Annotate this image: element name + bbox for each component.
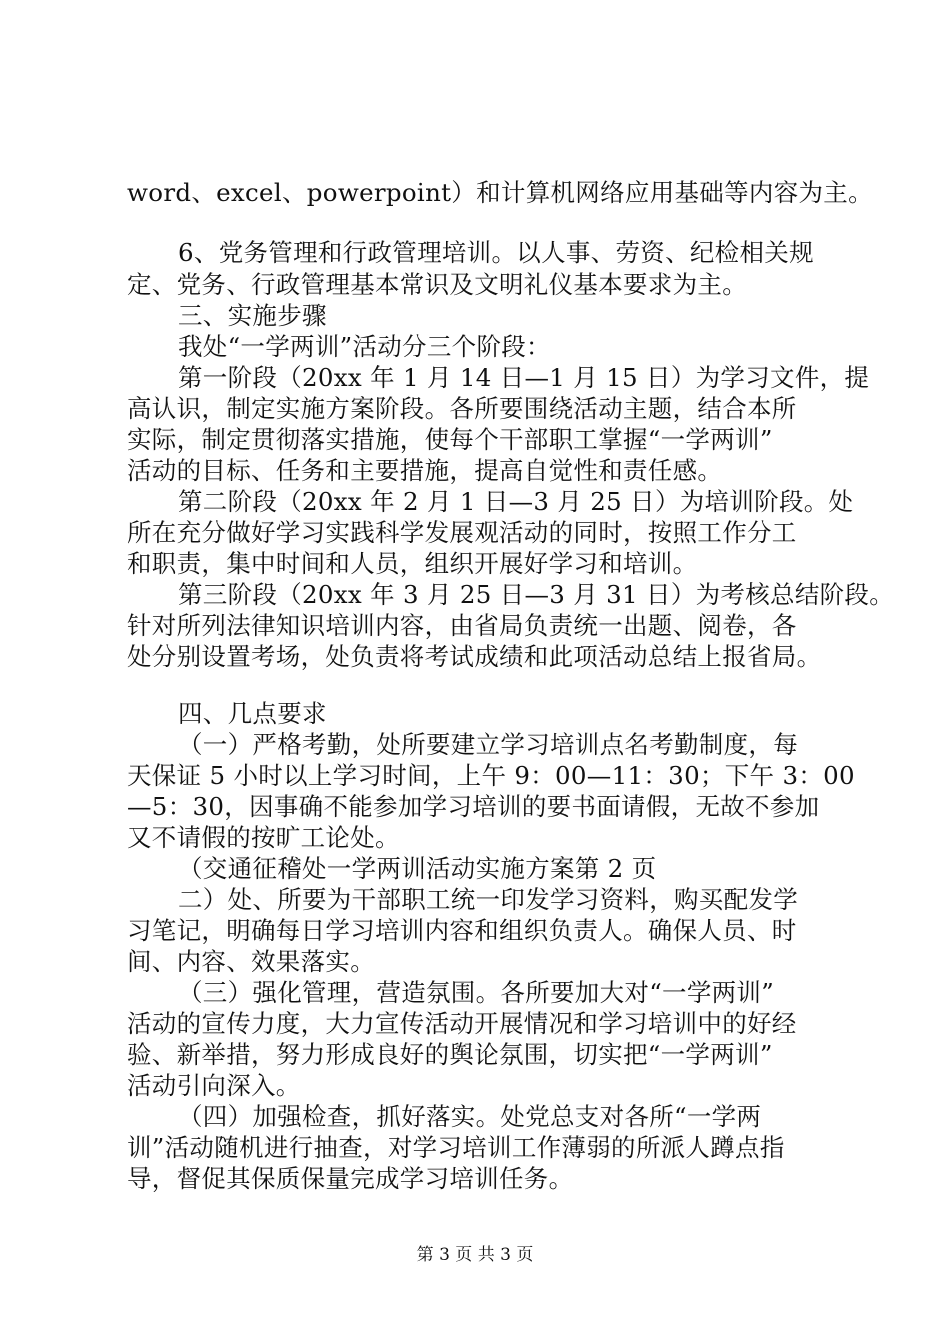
- text-line: 高认识，制定实施方案阶段。各所要围绕活动主题，结合本所: [127, 394, 797, 423]
- text-line: 活动的目标、任务和主要措施，提高自觉性和责任感。: [127, 456, 723, 485]
- text-line: 间、内容、效果落实。: [127, 947, 375, 976]
- text-line: 验、新举措，努力形成良好的舆论氛围，切实把“一学两训”: [127, 1040, 773, 1069]
- text-line: 针对所列法律知识培训内容，由省局负责统一出题、阅卷，各: [127, 611, 797, 640]
- text-line: 定、党务、行政管理基本常识及文明礼仪基本要求为主。: [127, 270, 747, 299]
- text-line: （三）强化管理，营造氛围。各所要加大对“一学两训”: [178, 978, 775, 1007]
- text-line: （交通征稽处一学两训活动实施方案第 2 页: [178, 854, 657, 883]
- text-line: —5：30，因事确不能参加学习培训的要书面请假，无故不参加: [127, 792, 820, 821]
- text-line: 处分别设置考场，处负责将考试成绩和此项活动总结上报省局。: [127, 642, 822, 671]
- text-line: 活动引向深入。: [127, 1071, 301, 1100]
- text-line: 所在充分做好学习实践科学发展观活动的同时，按照工作分工: [127, 518, 797, 547]
- section-heading: 三、实施步骤: [178, 301, 327, 330]
- text-line: 活动的宣传力度，大力宣传活动开展情况和学习培训中的好经: [127, 1009, 797, 1038]
- text-line: 二）处、所要为干部职工统一印发学习资料，购买配发学: [178, 885, 798, 914]
- text-line: 实际，制定贯彻落实措施，使每个干部职工掌握“一学两训”: [127, 425, 773, 454]
- text-line: 第二阶段（20xx 年 2 月 1 日—3 月 25 日）为培训阶段。处: [178, 487, 854, 516]
- text-line: 习笔记，明确每日学习培训内容和组织负责人。确保人员、时: [127, 916, 797, 945]
- text-line: 导，督促其保质保量完成学习培训任务。: [127, 1164, 574, 1193]
- page-footer: 第 3 页 共 3 页: [416, 1245, 534, 1265]
- text-line: 天保证 5 小时以上学习时间，上午 9：00—11：30；下午 3：00: [127, 761, 855, 790]
- text-line: （一）严格考勤，处所要建立学习培训点名考勤制度，每: [178, 730, 798, 759]
- text-line: 我处“一学两训”活动分三个阶段：: [178, 332, 551, 361]
- text-line: 第一阶段（20xx 年 1 月 14 日—1 月 15 日）为学习文件，提: [178, 363, 870, 392]
- text-line: 训”活动随机进行抽查，对学习培训工作薄弱的所派人蹲点指: [127, 1133, 785, 1162]
- text-line: 第三阶段（20xx 年 3 月 25 日—3 月 31 日）为考核总结阶段。: [178, 580, 895, 609]
- text-line: word、excel、powerpoint）和计算机网络应用基础等内容为主。: [127, 178, 873, 207]
- text-line: 和职责，集中时间和人员，组织开展好学习和培训。: [127, 549, 698, 578]
- section-heading: 四、几点要求: [178, 699, 327, 728]
- text-line: （四）加强检查，抓好落实。处党总支对各所“一学两: [178, 1102, 762, 1131]
- text-line: 6、党务管理和行政管理培训。以人事、劳资、纪检相关规: [178, 238, 814, 267]
- text-line: 又不请假的按旷工论处。: [127, 823, 400, 852]
